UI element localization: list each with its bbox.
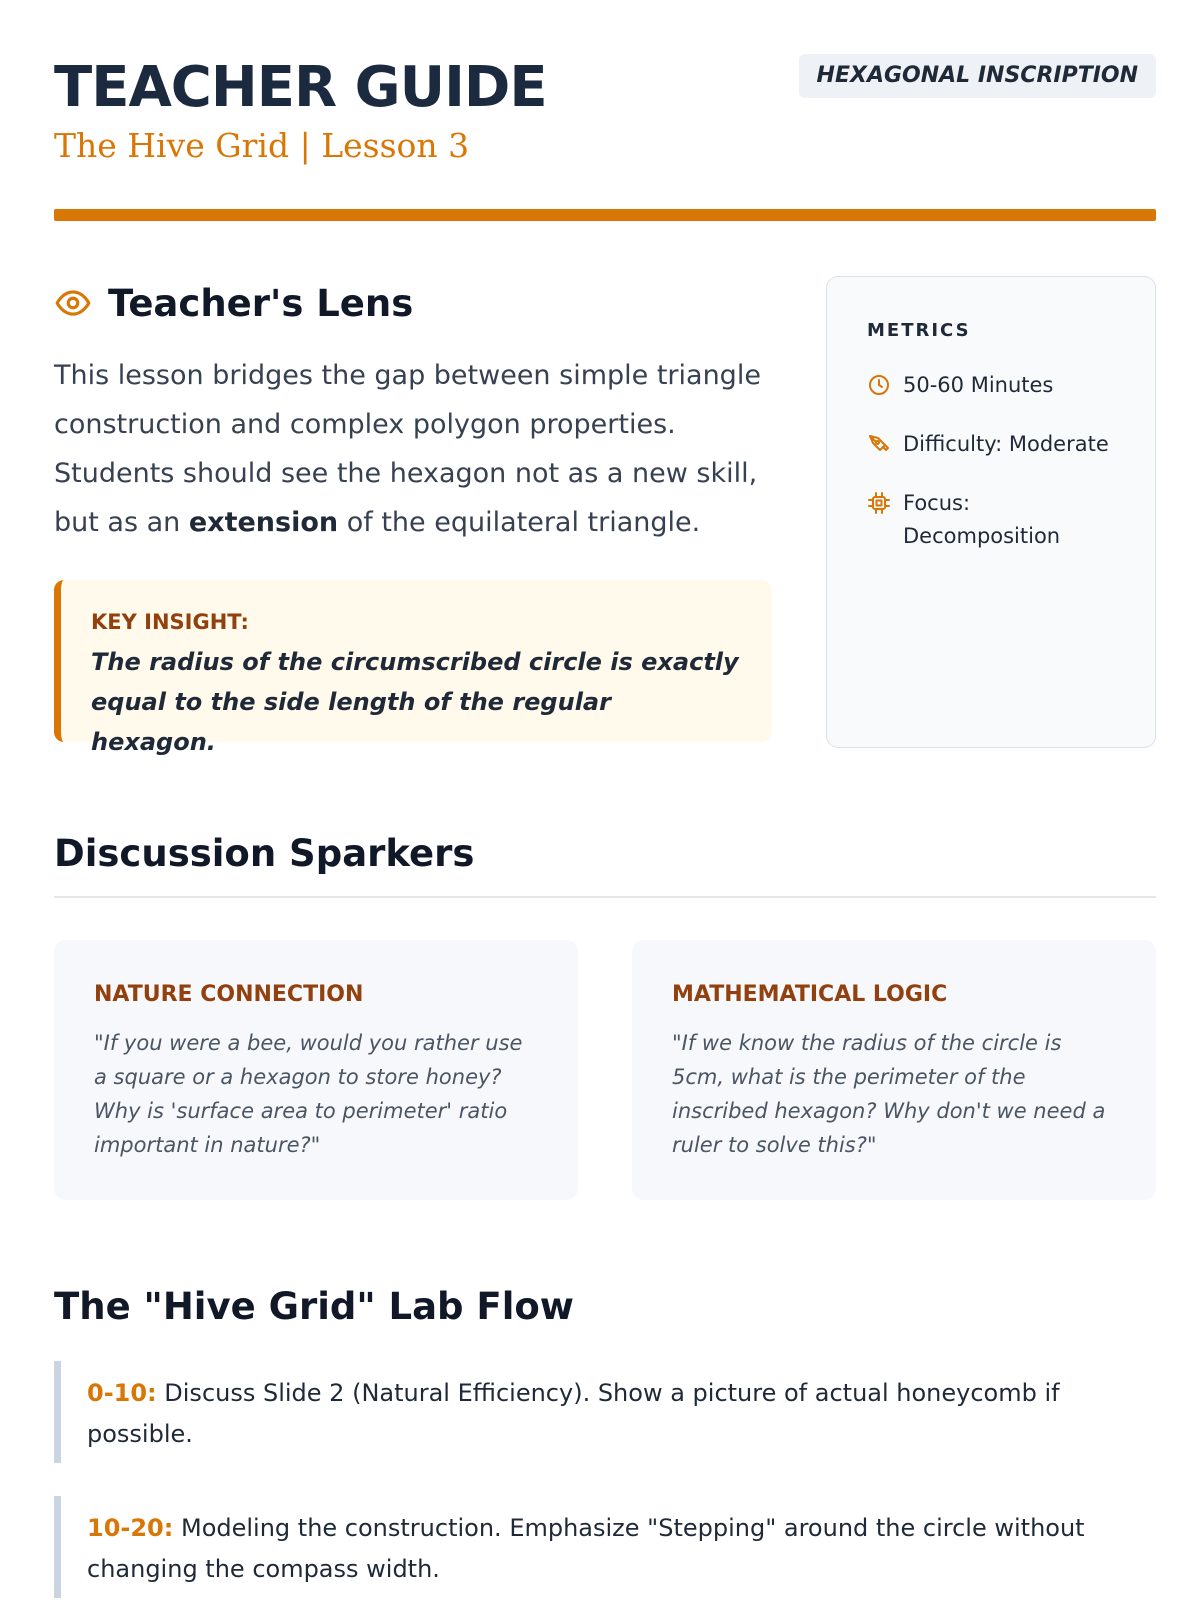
metric-focus (867, 487, 1115, 553)
teachers-lens-heading (54, 275, 772, 331)
discussion-card-title: NATURE CONNECTION (94, 982, 364, 1007)
metric-duration-text: 50-60 Minutes (903, 373, 1054, 397)
discussion-heading: Discussion Sparkers (54, 832, 475, 875)
discussion-card-math (632, 940, 1156, 1200)
metric-duration (867, 369, 1115, 402)
discussion-card-text: "If you were a bee, would you rather use a square or a hexagon to store honey? Why is 'surface area to perimeter' ratio important in nature?" (94, 1031, 523, 1157)
lab-flow-time: 10-20: (87, 1514, 174, 1542)
lab-flow-time: 0-10: (87, 1379, 157, 1407)
key-insight-label: KEY INSIGHT: (91, 610, 249, 634)
lens-body-text-end: of the equilateral triangle. (338, 507, 701, 538)
lens-body-text: This lesson bridges the gap between simple triangle construction and complex polygon properties. Students should see the hexagon not as a new skill, but as an (54, 360, 761, 538)
metric-focus-text: Focus: Decomposition (903, 491, 1061, 548)
lab-flow-step (54, 1496, 1156, 1598)
pen-tool-icon (867, 432, 891, 456)
teacher-guide-page (54, 0, 1156, 1600)
lens-body-emphasis: extension (188, 507, 339, 538)
discussion-card-title: MATHEMATICAL LOGIC (672, 982, 948, 1007)
key-insight-callout (54, 580, 772, 756)
metric-difficulty (867, 428, 1115, 461)
metrics-card (826, 276, 1156, 748)
chip-icon (867, 491, 891, 515)
discussion-card-nature (54, 940, 578, 1200)
lab-flow-step (54, 1361, 1156, 1463)
lab-flow-text: Modeling the construction. Emphasize "Stepping" around the circle without changing the compass width. (87, 1514, 1085, 1583)
topic-tag: HEXAGONAL INSCRIPTION (799, 54, 1156, 98)
discussion-card-text: "If we know the radius of the circle is 5cm, what is the perimeter of the inscribed hexagon? Why don't we need a ruler to solve this?" (672, 1031, 1106, 1157)
teachers-lens-title: Teacher's Lens (108, 281, 414, 325)
eye-icon (54, 284, 92, 322)
page-title: TEACHER GUIDE (54, 55, 547, 120)
teachers-lens-section (54, 275, 772, 756)
discussion-divider (54, 896, 1156, 898)
metrics-title: METRICS (867, 320, 971, 341)
clock-icon (867, 373, 891, 397)
key-insight-text: The radius of the circumscribed circle is exactly equal to the side length of the regular hexagon. (91, 648, 739, 756)
page-subtitle: The Hive Grid | Lesson 3 (54, 126, 470, 165)
header-divider (54, 209, 1156, 221)
metric-difficulty-text: Difficulty: Moderate (903, 432, 1109, 456)
page-header (54, 54, 1156, 164)
lab-flow-heading: The "Hive Grid" Lab Flow (54, 1285, 574, 1328)
teachers-lens-body (54, 351, 772, 547)
lab-flow-text: Discuss Slide 2 (Natural Efficiency). Show a picture of actual honeycomb if possible. (87, 1379, 1060, 1448)
